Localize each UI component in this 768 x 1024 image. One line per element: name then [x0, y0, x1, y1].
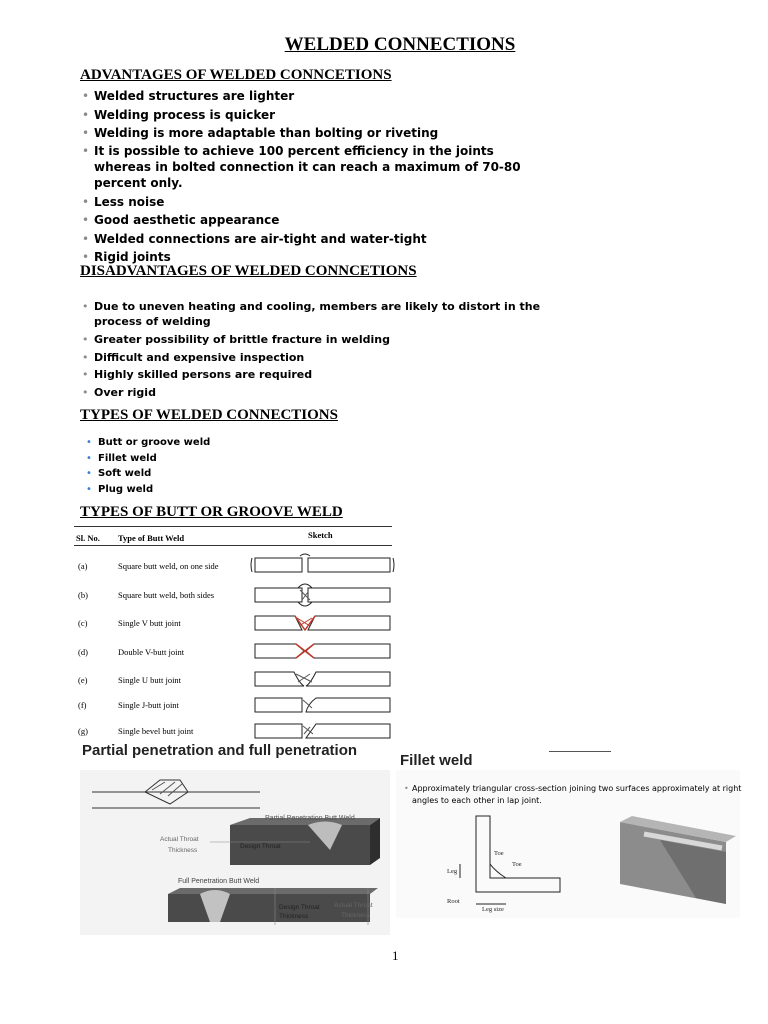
document-title: WELDED CONNECTIONS — [284, 34, 516, 55]
list-item: • Butt or groove weld — [84, 435, 210, 451]
penetration-diagram — [80, 770, 390, 935]
butt-weld-sketches — [250, 550, 400, 740]
table-cell-type: Single bevel butt joint — [118, 726, 194, 736]
table-cell-sno: (f) — [78, 700, 87, 710]
table-cell-sno: (b) — [78, 590, 88, 600]
full-penetration-label: Full Penetration Butt Weld — [178, 878, 260, 885]
list-item: • Welding process is quicker — [80, 106, 544, 125]
list-item: • Greater possibility of brittle fracture in welding — [80, 331, 554, 349]
design-throat-thickness-label: Design Throat Thickness — [279, 904, 320, 920]
list-item: • Over rigid — [80, 384, 554, 402]
root-label: Root — [447, 898, 460, 905]
divider-line — [549, 751, 611, 752]
table-cell-sno: (a) — [78, 561, 88, 571]
advantages-list — [80, 87, 544, 267]
thickness-label: Thickness — [168, 847, 198, 854]
types-heading: TYPES OF WELDED CONNECTIONS — [80, 407, 338, 423]
table-cell-sno: (d) — [78, 647, 88, 657]
leg-size-label: Leg size — [482, 906, 504, 913]
list-item: • Difficult and expensive inspection — [80, 349, 554, 367]
toe-label-2: Toe — [512, 861, 522, 868]
disadvantages-heading: DISADVANTAGES OF WELDED CONNCETIONS — [80, 263, 417, 279]
list-item: • Welded structures are lighter — [80, 87, 544, 106]
sketch-single-bevel — [255, 724, 390, 738]
page-number: 1 — [392, 948, 399, 963]
table-cell-sno: (g) — [78, 726, 88, 736]
sketch-single-v — [255, 616, 390, 630]
table-cell-type: Single J-butt joint — [118, 700, 179, 710]
col-header-type: Type of Butt Weld — [118, 533, 185, 543]
list-item: • Plug weld — [84, 482, 210, 498]
leg-label: Leg — [447, 868, 458, 875]
table-cell-type: Square butt weld, both sides — [118, 590, 215, 600]
butt-weld-heading: TYPES OF BUTT OR GROOVE WELD — [80, 504, 343, 520]
table-top-rule — [74, 526, 392, 527]
list-item: • Rigid joints — [80, 248, 544, 267]
table-cell-type: Single V butt joint — [118, 618, 181, 628]
list-item: • Highly skilled persons are required — [80, 366, 554, 384]
list-item: • Due to uneven heating and cooling, members are likely to distort in the process of welding — [80, 299, 554, 331]
fillet-weld-title: Fillet weld — [400, 752, 473, 769]
penetration-title: Partial penetration and full penetration — [82, 742, 358, 759]
table-cell-type: Square butt weld, on one side — [118, 561, 219, 571]
actual-throat-label: Actual Throat — [160, 836, 199, 843]
sketch-single-j — [255, 698, 390, 712]
list-item: • It is possible to achieve 100 percent efficiency in the joints whereas in bolted connection it can reach a maximum of 70-80 percent only. — [80, 143, 544, 193]
col-header-sno: Sl. No. — [76, 533, 100, 543]
list-item: • Soft weld — [84, 466, 210, 482]
partial-penetration-label: Partial Penetration Butt Weld — [265, 815, 355, 822]
col-header-sketch: Sketch — [308, 530, 333, 540]
table-cell-type: Double V-butt joint — [118, 647, 185, 657]
advantages-heading: ADVANTAGES OF WELDED CONNCETIONS — [80, 67, 392, 83]
toe-label: Toe — [494, 850, 504, 857]
sketch-square-one-side — [251, 554, 394, 572]
design-throat-label: Design Throat — [240, 843, 281, 850]
table-cell-type: Single U butt joint — [118, 675, 182, 685]
table-cell-sno: (e) — [78, 675, 88, 685]
actual-throat-label-2: Actual Throat — [334, 902, 373, 909]
disadvantages-list — [80, 299, 554, 401]
fillet-weld-description: • Approximately triangular cross-section joining two surfaces approximately at right angles to each other in lap joint. — [404, 783, 760, 806]
table-cell-sno: (c) — [78, 618, 88, 628]
sketch-square-both-sides — [255, 584, 390, 606]
list-item: • Welded connections are air-tight and water-tight — [80, 230, 544, 249]
sketch-single-u — [255, 672, 390, 686]
types-list — [84, 435, 210, 497]
list-item: • Less noise — [80, 193, 544, 212]
sketch-double-v — [255, 644, 390, 658]
thickness-label-2: Thickness — [341, 912, 371, 919]
list-item: • Welding is more adaptable than bolting or riveting — [80, 124, 544, 143]
list-item: • Fillet weld — [84, 451, 210, 467]
table-header-rule — [74, 545, 392, 546]
list-item: • Good aesthetic appearance — [80, 211, 544, 230]
